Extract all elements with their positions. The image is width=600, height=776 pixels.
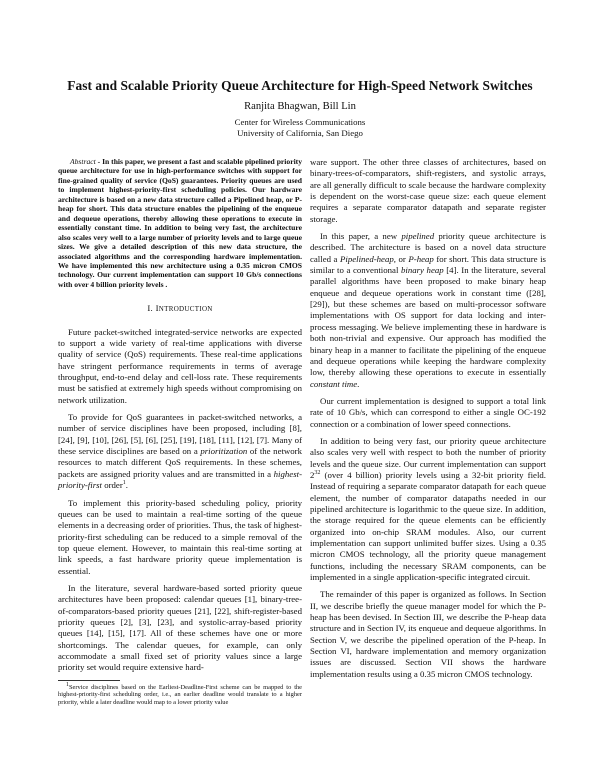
intro-paragraph-4: In the literature, several hardware-based sorted priority queue architectures have been proposed: calendar queues [1], binary-tree-of-comparators-based priority queues [21], [22], shift-register-based priority queues [2], [3], [23], and systolic-array-based priority queues [14], [15], [17]. All of these schemes have one or more shortcomings. The calendar queues, for example, can only accommodate a small fixed set of priority values since a large priority set would require extensive hard- xyxy=(58,582,302,673)
emphasis-constant-time: constant time xyxy=(310,378,358,389)
intro-paragraph-5 xyxy=(310,231,546,390)
exponent: 32 xyxy=(314,470,321,477)
text-span: order xyxy=(102,480,123,491)
intro-paragraph-2 xyxy=(58,412,302,491)
section-heading-introduction xyxy=(58,303,302,315)
left-column xyxy=(58,157,302,707)
abstract xyxy=(58,157,302,289)
abstract-lead: Abstract xyxy=(70,157,96,166)
text-span: To provide for QoS guarantees in packet-switched networks, a number of service disciplines have been proposed, including [8], [24], [9], [10], [26], [5], [6], [25], [19], [18], [11], [12], [7]. Many of these service disciplines are based on a xyxy=(58,412,302,457)
text-span: In addition to being very fast, our priority queue architecture also scales very well with respect to both the number of priority levels and the queue size. Our current implementation can support 2 xyxy=(310,435,546,480)
intro-paragraph-3: To implement this priority-based scheduling policy, priority queues can be used to maintain a real-time sorting of the queue elements in a decreasing order of priorities. Thus, the task of highest-priority-first scheduling can be reduced to a simple removal of the top queue element. However, to maintain this real-time sorting at link speeds, a fast hardware priority queue implementation is essential. xyxy=(58,497,302,576)
text-span: for short. This data structure is similar to a conventional xyxy=(310,253,546,276)
section-number: I. xyxy=(147,303,156,314)
text-span: of the network resources to match different QoS requirements. In these schemes, packets are assigned priority values and are transmitted in a xyxy=(58,446,303,479)
footnote xyxy=(58,681,302,707)
intro-paragraph-7 xyxy=(310,436,546,583)
intro-paragraph-4-continued: ware support. The other three classes of architectures, based on binary-trees-of-comparators, shift-registers, and systolic arrays, are all generally difficult to scale because the hardware complexity is dependent on the worst-case queue size: each queue element requires a separate comparator datapath and separate register storage. xyxy=(310,157,546,224)
emphasis-highest-priority-first: highest-priority-first xyxy=(58,468,302,491)
text-span: (over 4 billion) priority levels using a 32-bit priority field. Instead of requiring a separate comparator datapath for each queue element, the number of comparator datapaths needed in our pipelined architecture is logarithmic to the queue size. In addition, the storage required for the queue elements can be efficiently organized into on-chip SRAM modules. Also, our current implementation can support unlimited buffer sizes. Using a 0.35 micron CMOS technology, all the priority queue management functions, including the necessary SRAM components, can be implemented in a single application-specific integrated circuit. xyxy=(310,469,546,583)
emphasis-binary-heap: binary heap xyxy=(400,265,444,276)
section-cap: I xyxy=(155,303,159,314)
footnote-text: Service disciplines based on the Earliest-Deadline-First scheme can be mapped to the highest-priority-first scheduling order, i.e., an earlier deadline would translate to a higher priority, while a later deadline would map to a lower priority value xyxy=(58,683,302,707)
paper-authors: Ranjita Bhagwan, Bill Lin xyxy=(244,101,356,112)
footnote-mark: 1 xyxy=(66,681,69,688)
abstract-text: In this paper, we present a fast and scalable pipelined priority queue architecture for use in high-performance switches with support for fine-grained quality of service (QoS) guarantees. Priority queues are used to implement highest-priority-first scheduling policies. Our hardware architecture is based on a new data structure called a Pipelined heap, or P-heap for short. This data structure enables the pipelining of the enqueue and dequeue operations, thereby allowing these operations to execute in essentially constant time. In addition to being very fast, the architecture also scales very well to a large number of priority levels and to large queue sizes. We give a detailed description of this new data structure, the associated algorithms and the corresponding hardware implementation. We have implemented this new architecture using a 0.35 micron CMOS technology. Our current implementation can support 10 Gb/s connections with over 4 billion priority levels . xyxy=(58,157,303,289)
text-span: . xyxy=(125,480,128,491)
emphasis-prioritization: prioritization xyxy=(200,446,248,457)
text-span: In this paper, a new xyxy=(320,231,402,242)
footnote-divider xyxy=(58,680,120,681)
paper-title: Fast and Scalable Priority Queue Architecture for High-Speed Network Switches xyxy=(67,78,533,93)
intro-paragraph-6: Our current implementation is designed to support a total link rate of 10 Gb/s, which can correspond to either a single OC-192 connection or a combination of lower speed connections. xyxy=(310,395,546,429)
affiliation-line-1: Center for Wireless Communications xyxy=(234,117,366,127)
paper-affiliation xyxy=(40,117,560,140)
emphasis-pipelined: pipelined xyxy=(401,231,435,242)
intro-paragraph-8: The remainder of this paper is organized as follows. In Section II, we describe briefly the queue manager model for which the P-heap has been devised. In Section III, we describe the P-heap data structure and in Section IV, its enqueue and dequeue algorithms. In Section V, we describe the pipelined operation of the P-heap. In Section VI, hardware implementation and memory organization issues are discussed. Section VII shows the hardware implementation results using a 0.35 micron CMOS technology. xyxy=(310,589,546,679)
right-column xyxy=(310,157,546,686)
text-span: priority queue architecture is described. The architecture is based on a novel data structure called a xyxy=(310,231,546,264)
emphasis-p-heap: P-heap xyxy=(408,253,434,264)
intro-paragraph-1: Future packet-switched integrated-service networks are expected to support a wide variety of real-time applications with diverse quality of service (QoS) requirements. These real-time applications have stringent performance requirements in terms of average throughput, end-to-end delay and cell-loss rate. These requirements must be satisfied at extremely high speeds without compromising on network utilization. xyxy=(58,326,302,405)
section-title-rest: NTRODUCTION xyxy=(158,305,213,314)
emphasis-pipelined-heap: Pipelined-heap xyxy=(340,253,394,264)
footnote-reference: 1 xyxy=(122,480,126,487)
affiliation-line-2: University of California, San Diego xyxy=(237,128,363,139)
text-span: , or xyxy=(393,253,409,264)
text-span: [4]. In the literature, several parallel algorithms have been proposed to make binary heap enqueue and dequeue operations work in constant time ([28], [29]), but these schemes are based on multi-processor software implementations with OS support for data locking and inter-process messaging. We believe implementing these in hardware is both non-trivial and expensive. Our approach has modified the binary heap in a manner to facilitate the pipelining of the enqueue and dequeue operations while keeping the hardware complexity low, thereby allowing these operations to execute in essentially xyxy=(310,265,546,378)
text-span: . xyxy=(357,378,360,389)
abstract-separator: - xyxy=(95,157,103,166)
